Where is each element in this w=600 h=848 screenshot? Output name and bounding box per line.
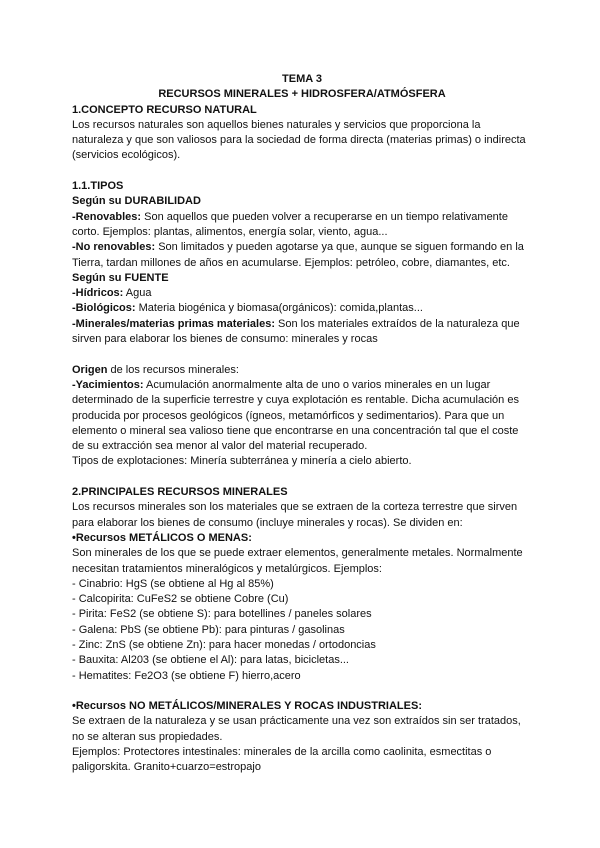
fuente-heading: Según su FUENTE bbox=[72, 271, 169, 284]
section-1-heading: 1.CONCEPTO RECURSO NATURAL bbox=[72, 103, 257, 116]
biologicos-paragraph bbox=[72, 301, 532, 316]
renovables-paragraph bbox=[72, 210, 532, 241]
biologicos-label: -Biológicos: bbox=[72, 302, 136, 315]
minerales-paragraph bbox=[72, 317, 532, 348]
page-subtitle: RECURSOS MINERALES + HIDROSFERA/ATMÓSFERA bbox=[158, 88, 446, 101]
renovables-text: Son aquellos que pueden volver a recuperarse en un tiempo relativamente corto. Ejemplos: plantas, alimentos, energía solar, viento, agua... bbox=[72, 210, 508, 238]
minerales-label: -Minerales/materias primas materiales: bbox=[72, 317, 275, 330]
no-metalicos-heading: •Recursos NO METÁLICOS/MINERALES Y ROCAS INDUSTRIALES: bbox=[72, 700, 422, 713]
yacimientos-label: -Yacimientos: bbox=[72, 378, 144, 391]
no-renovables-paragraph bbox=[72, 240, 532, 271]
yacimientos-paragraph bbox=[72, 378, 532, 454]
hidricos-paragraph bbox=[72, 286, 532, 301]
section-1-1-heading: 1.1.TIPOS bbox=[72, 180, 124, 193]
no-renovables-label: -No renovables: bbox=[72, 241, 156, 254]
list-item: - Cinabrio: HgS (se obtiene al Hg al 85%) bbox=[72, 577, 274, 590]
list-item: - Hematites: Fe2O3 (se obtiene F) hierro,acero bbox=[72, 669, 301, 682]
biologicos-text: Materia biogénica y biomasa(orgánicos): comida,plantas... bbox=[135, 302, 423, 315]
minerales-text: Son los materiales extraídos de la naturaleza que sirven para elaborar los bienes de consumo: minerales y rocas bbox=[72, 317, 520, 346]
metalicos-text: Son minerales de los que se puede extraer elementos, generalmente metales. Normalmente necesitan tratamientos mineralógicos y metalúrgicos. Ejemplos: bbox=[72, 547, 523, 575]
renovables-label: -Renovables: bbox=[72, 210, 142, 223]
section-1-text: Los recursos naturales son aquellos bienes naturales y servicios que proporciona la naturaleza y que son valiosos para la sociedad de forma directa (materias primas) o indirecta (servicios ecológicos). bbox=[72, 118, 526, 162]
metalicos-heading: •Recursos METÁLICOS O MENAS: bbox=[72, 531, 252, 544]
tipos-explotaciones: Tipos de explotaciones: Minería subterránea y minería a cielo abierto. bbox=[72, 455, 412, 468]
origen-label: Origen bbox=[72, 363, 108, 376]
list-item: - Calcopirita: CuFeS2 se obtiene Cobre (Cu) bbox=[72, 593, 289, 606]
list-item: - Pirita: FeS2 (se obtiene S): para botellines / paneles solares bbox=[72, 608, 372, 621]
document-page bbox=[72, 72, 532, 776]
list-item: - Zinc: ZnS (se obtiene Zn): para hacer monedas / ortodoncias bbox=[72, 638, 376, 651]
origen-text: de los recursos minerales: bbox=[107, 363, 239, 376]
section-2-intro: Los recursos minerales son los materiales que se extraen de la corteza terrestre que sirven para elaborar los bienes de consumo (incluye minerales y rocas). Se dividen en: bbox=[72, 501, 518, 529]
page-title: TEMA 3 bbox=[282, 73, 322, 85]
hidricos-text: Agua bbox=[123, 287, 152, 300]
origen-paragraph bbox=[72, 363, 532, 378]
durabilidad-heading: Según su DURABILIDAD bbox=[72, 195, 201, 208]
list-item: - Bauxita: Al203 (se obtiene el Al): para latas, bicicletas... bbox=[72, 654, 349, 667]
yacimientos-text: Acumulación anormalmente alta de uno o varios minerales en un lugar determinado de la superficie terrestre y cuya explotación es rentable. Dicha acumulación es producida por procesos geológicos (ígneos, metamórficos y sedimentarios). Para que un elemento o mineral sea valioso tiene que encontrarse en una concentración tal que el coste de su extracción sea menor al valor del material recuperado. bbox=[72, 378, 519, 453]
no-metalicos-text: Se extraen de la naturaleza y se usan prácticamente una vez son extraídos sin ser tratados, no se alteran sus propiedades. bbox=[72, 715, 521, 743]
ejemplos-text: Ejemplos: Protectores intestinales: minerales de la arcilla como caolinita, esmectitas o paligorskita. Granito+cuarzo=estropajo bbox=[72, 746, 492, 774]
no-renovables-text: Son limitados y pueden agotarse ya que, aunque se siguen formando en la Tierra, tardan millones de años en acumularse. Ejemplos: petróleo, cobre, diamantes, etc. bbox=[72, 241, 524, 269]
list-item: - Galena: PbS (se obtiene Pb): para pinturas / gasolinas bbox=[72, 623, 345, 636]
section-2-heading: 2.PRINCIPALES RECURSOS MINERALES bbox=[72, 486, 288, 499]
hidricos-label: -Hídricos: bbox=[72, 287, 124, 300]
